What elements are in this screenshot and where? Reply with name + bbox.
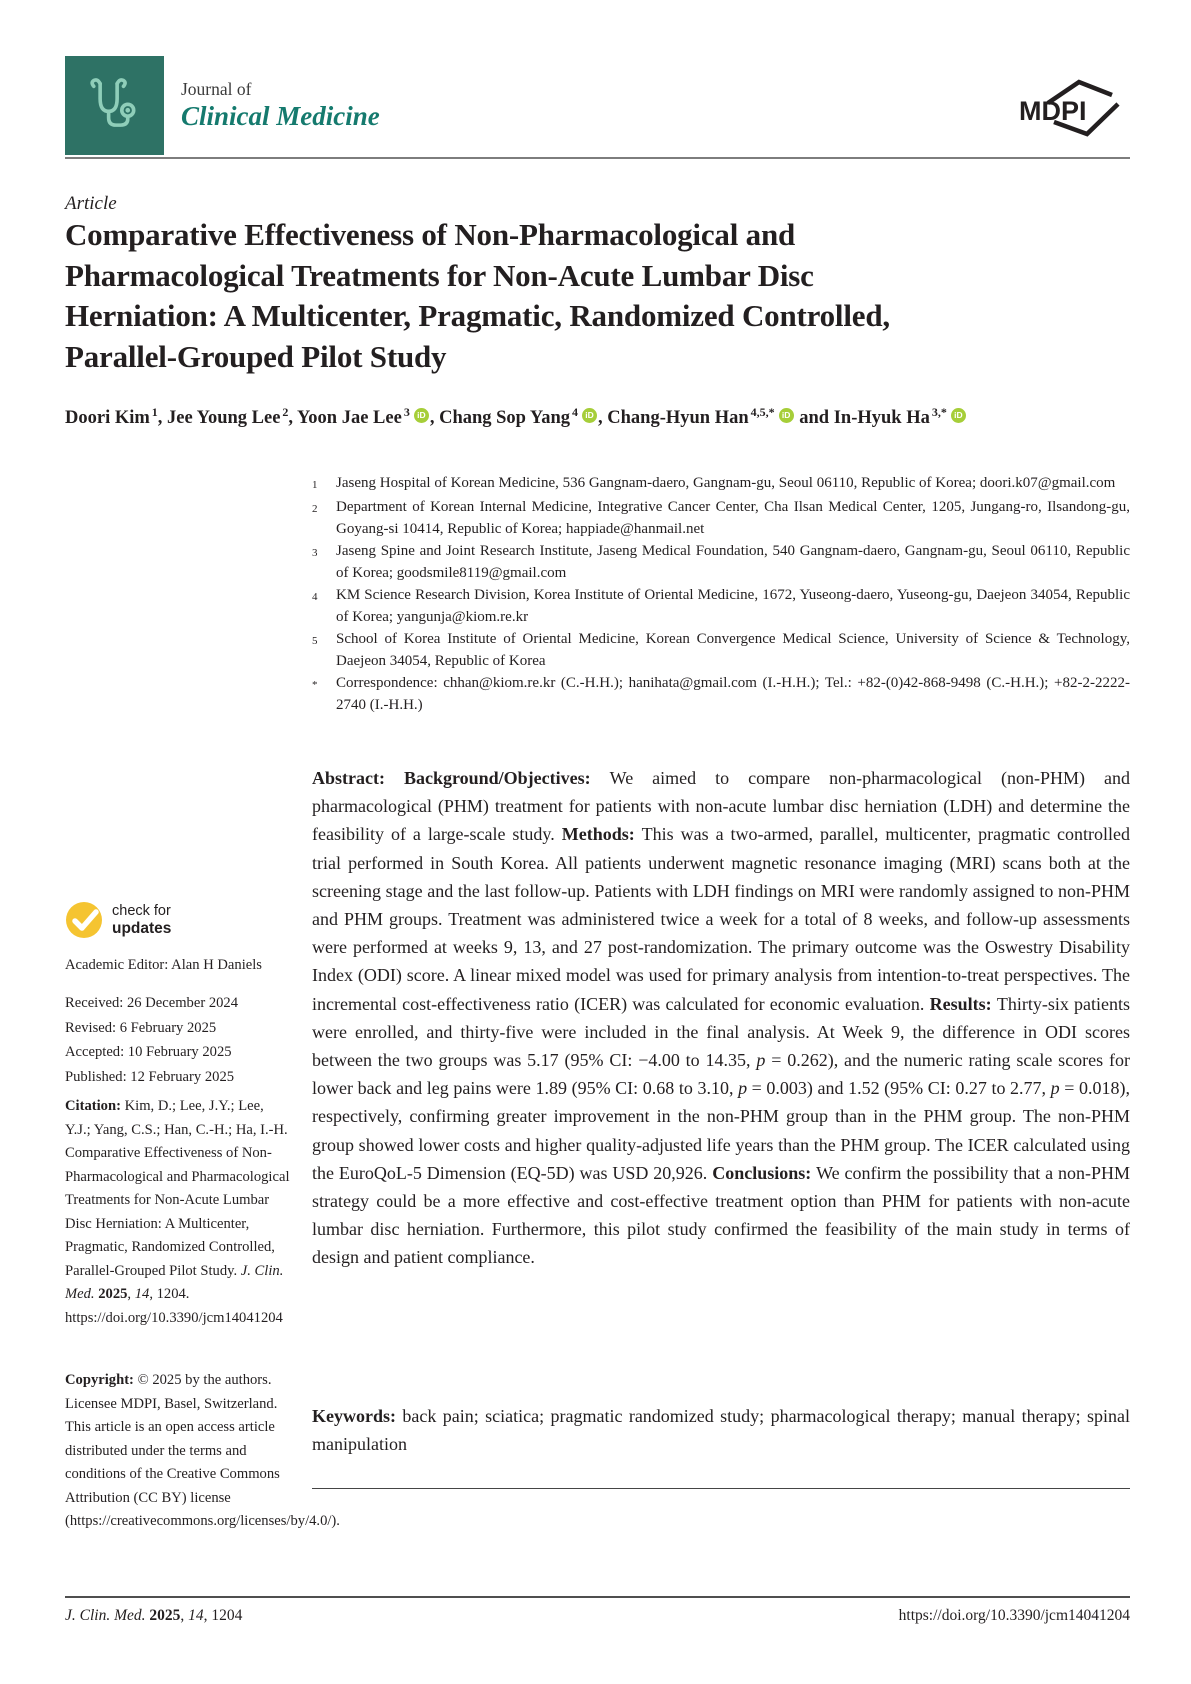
journal-name-line2: Clinical Medicine <box>181 101 380 131</box>
article-title-line: Comparative Effectiveness of Non-Pharmacological and <box>65 217 796 252</box>
citation-block: Citation: Kim, D.; Lee, J.Y.; Lee, Y.J.; Yang, C.S.; Han, C.-H.; Ha, I.-H. Comparative Effectiveness of Non-Pharmacological and Pharmacological Treatments for Non-Acute Lumbar Disc Herniation: A Multicenter, Pragmatic, Randomized Controlled, Parallel-Grouped Pilot Study. J. Clin. Med. 2025, 14, 1204. https://doi.org/10.3390/jcm14041204 <box>65 1098 290 1326</box>
article-title-line: Herniation: A Multicenter, Pragmatic, Randomized Controlled, <box>65 298 890 333</box>
affiliation-item <box>312 628 1130 672</box>
stethoscope-icon <box>81 72 149 140</box>
author: Doori Kim $^1$, <box>65 405 168 429</box>
orcid-icon[interactable]: iD <box>414 408 429 423</box>
keywords-divider <box>312 1488 1130 1489</box>
affiliation-text: Jaseng Spine and Joint Research Institute, Jaseng Medical Foundation, 540 Gangnam-daero, Gangnam-gu, Seoul 06110, Republic of Korea; goodsmile8119@gmail.com <box>336 543 1130 581</box>
affiliation-text: Department of Korean Internal Medicine, Integrative Cancer Center, Cha Ilsan Medical Center, 1205, Jungang-ro, Ilsandong-gu, Goyang-si 10414, Republic of Korea; happiade@hanmail.net <box>336 499 1130 537</box>
orcid-icon[interactable]: iD <box>582 408 597 423</box>
affiliation-marker: 3 <box>312 547 318 559</box>
author: In-Hyuk Ha $^{3,*}$ iD <box>834 408 967 428</box>
journal-logo <box>65 56 380 155</box>
article-title-line: Parallel-Grouped Pilot Study <box>65 338 447 374</box>
accepted-date: Accepted: 10 February 2025 <box>65 1044 232 1060</box>
check-badge-text: check for updates <box>112 903 172 937</box>
affiliation-item <box>312 472 1130 496</box>
author: Yoon Jae Lee $^3$ iD , <box>297 405 440 429</box>
copyright-block: Copyright: © 2025 by the authors. Licensee MDPI, Basel, Switzerland. This article is an open access article distributed under the terms and conditions of the Creative Commons Attribution (CC BY) license (https://creativecommons.org/licenses/by/4.0/). <box>65 1372 340 1529</box>
affiliation-item <box>312 496 1130 540</box>
journal-name <box>181 79 380 132</box>
affiliation-item <box>312 584 1130 628</box>
affiliation-marker: 2 <box>312 503 318 515</box>
correspondence-text: Correspondence: chhan@kiom.re.kr (C.-H.H.); hanihata@gmail.com (I.-H.H.); Tel.: +82-(0)42-868-9498 (C.-H.H.); +82-2-2222-2740 (I.-H.H.) <box>336 675 1130 713</box>
affiliation-text: Jaseng Hospital of Korean Medicine, 536 Gangnam-daero, Gangnam-gu, Seoul 06110, Republic of Korea; doori.k07@gmail.com <box>336 475 1116 491</box>
orcid-icon[interactable]: iD <box>779 408 794 423</box>
correspondence-item <box>312 672 1130 716</box>
article-history <box>65 991 238 1089</box>
journal-name-line1: Journal of <box>181 79 252 99</box>
check-icon <box>65 901 103 939</box>
author: Chang-Hyun Han $^{4,5,*}$ iD and <box>607 405 834 429</box>
author-list <box>65 405 967 429</box>
footer-doi-link[interactable]: https://doi.org/10.3390/jcm14041204 <box>898 1607 1130 1624</box>
correspondence-marker: * <box>312 679 318 691</box>
affiliation-marker: 4 <box>312 591 318 603</box>
received-date: Received: 26 December 2024 <box>65 995 239 1011</box>
author: Jee Young Lee $^2$, <box>167 405 297 429</box>
article-title <box>65 215 890 377</box>
journal-logo-square <box>65 56 164 155</box>
article-title-line: Pharmacological Treatments for Non-Acute Lumbar Disc <box>65 257 814 293</box>
article-type-label: Article <box>65 193 117 214</box>
abstract-paragraph: Abstract: Background/Objectives: We aimed to compare non-pharmacological (non-PHM) and pharmacological (PHM) treatment for patients with non-acute lumbar disc herniation (LDH) and determine the feasibility of a large-scale study. Methods: This was a two-armed, parallel, multicenter, pragmatic controlled trial performed in South Korea. All patients underwent magnetic resonance imaging (MRI) scans both at the screening stage and the last follow-up. Patients with LDH findings on MRI were randomly assigned to non-PHM and PHM groups. Treatment was administered twice a week for a total of 8 weeks, and follow-up assessments were performed at weeks 9, 13, and 27 post-randomization. The primary outcome was the Oswestry Disability Index (ODI) score. A linear mixed model was used for primary analysis from intention-to-treat perspectives. The incremental cost-effectiveness ratio (ICER) was calculated for economic evaluation. Results: Thirty-six patients were enrolled, and thirty-five were included in the final analysis. At Week 9, the difference in ODI scores between the two groups was 5.17 (95% CI: −4.00 to 14.35, p = 0.262), and the numeric rating scale scores for lower back and leg pains were 1.89 (95% CI: 0.68 to 3.10, p = 0.003) and 1.52 (95% CI: 0.27 to 2.77, p = 0.018), respectively, confirming greater improvement in the non-PHM group than in the PHM group. The non-PHM group showed lower costs and higher quality-adjusted life years than the PHM group. The ICER calculated using the EuroQoL-5 Dimension (EQ-5D) was USD 20,926. Conclusions: We confirm the possibility that a non-PHM strategy could be a more effective and cost-effective treatment option than PHM for patients with non-acute lumbar disc herniation. Furthermore, this pilot study confirmed the feasibility of the main study in terms of design and patient compliance. <box>312 768 1130 1268</box>
page-header <box>65 56 1130 155</box>
affiliation-marker: 5 <box>312 635 318 647</box>
affiliation-text: KM Science Research Division, Korea Institute of Oriental Medicine, 1672, Yuseong-daero, Yuseong-gu, Daejeon 34054, Republic of Korea; yangunja@kiom.re.kr <box>336 587 1130 625</box>
author: Chang Sop Yang $^4$ iD , <box>439 405 608 429</box>
published-date: Published: 12 February 2025 <box>65 1068 235 1085</box>
orcid-icon[interactable]: iD <box>951 408 966 423</box>
mdpi-logo <box>1018 76 1130 142</box>
revised-date: Revised: 6 February 2025 <box>65 1019 217 1036</box>
affiliation-marker: 1 <box>312 479 318 491</box>
academic-editor: Academic Editor: Alan H Daniels <box>65 957 262 973</box>
page-footer <box>65 1607 1130 1625</box>
keywords-paragraph: Keywords: back pain; sciatica; pragmatic randomized study; pharmacological therapy; manual therapy; spinal manipulation <box>312 1406 1130 1455</box>
check-for-updates-badge[interactable] <box>65 901 171 939</box>
header-divider <box>65 157 1130 159</box>
footer-divider <box>65 1596 1130 1598</box>
affiliation-text: School of Korea Institute of Oriental Medicine, Korean Convergence Medical Science, University of Science & Technology, Daejeon 34054, Republic of Korea <box>336 631 1130 669</box>
affiliation-list <box>312 472 1130 716</box>
mdpi-logo-text: MDPI <box>1019 96 1087 126</box>
affiliation-item <box>312 540 1130 584</box>
footer-journal-reference: J. Clin. Med. 2025, 14, 1204 <box>65 1607 243 1624</box>
